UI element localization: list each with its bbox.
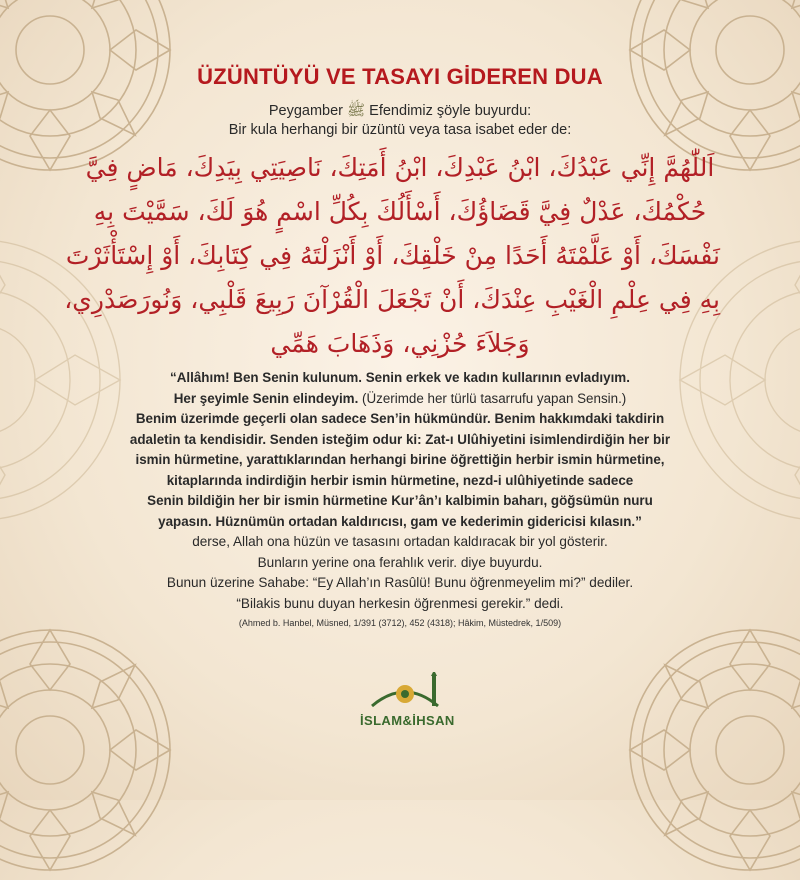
turkish-translation	[80, 368, 720, 532]
source-citation: (Ahmed b. Hanbel, Müsned, 1/391 (3712), 452 (4318); Hâkim, Müstedrek, 1/509)	[238, 618, 562, 628]
closing-line: derse, Allah ona hüzün ve tasasını ortadan kaldıracak bir yol gösterir.	[192, 534, 608, 549]
corner-ornament-bottom-right	[620, 620, 800, 880]
arabic-line: نَفْسَكَ، أَوْ عَلَّمْتَهُ أَحَدًا مِنْ خَلْقِكَ، أَوْ أَنْزَلْتَهُ فِي كِتَابِكَ، أَوْ إِسْتَأْثَرْتَ	[65, 241, 720, 270]
translation-note: (Üzerimde her türlü tasarrufu yapan Sensin.)	[358, 390, 627, 406]
translation-bold: Her şeyimle Senin elindeyim.	[173, 390, 359, 406]
intro-line-2: Bir kula herhangi bir üzüntü veya tasa isabet eder de:	[228, 122, 572, 138]
translation-line: kitaplarında indirdiğin herbir ismin hürmetine, nezd-i ulûhiyetinde sadece	[166, 472, 634, 488]
arabic-dua	[64, 146, 720, 366]
salawat-glyph-icon: ﷺ	[347, 102, 366, 119]
page-title: ÜZÜNTÜYÜ VE TASAYI GİDEREN DUA	[197, 64, 603, 89]
closing-line: “Bilakis bunu duyan herkesin öğrenmesi gerekir.” dedi.	[236, 595, 564, 611]
closing-line: Bunların yerine ona ferahlık verir. diye buyurdu.	[257, 554, 543, 570]
translation-line: ismin hürmetine, yarattıklarından herhangi birine öğrettiğin herbir ismin hürmetine,	[135, 452, 665, 467]
dua-content	[64, 64, 720, 630]
translation-line: Senin bildiğin her bir ismin hürmetine Kur’ân’ı kalbimin baharı, göğsümün nuru	[147, 493, 653, 508]
logo	[360, 672, 455, 728]
corner-ornament-bottom-left	[0, 620, 180, 880]
closing-line: Bunun üzerine Sahabe: “Ey Allah’ın Rasûlü! Bunu öğrenmeyelim mi?” dediler.	[166, 575, 634, 590]
mosque-logo-icon	[360, 672, 450, 712]
intro-text	[80, 101, 720, 140]
translation-line: adaletin ta kendisidir. Senden isteğim odur ki: Zat-ı Ulûhiyetini isimlendirdiğin her bir	[129, 431, 671, 447]
closing-text	[80, 532, 720, 614]
translation-line: Benim üzerimde geçerli olan sadece Sen’in hükmündür. Benim hakkımdaki takdirin	[135, 411, 665, 426]
arabic-line: حُكْمُكَ، عَدْلٌ فِيَّ قَضَاؤُكَ، أَسْأَلُكَ بِكُلِّ اسْمٍ هُوَ لَكَ، سَمَّيْتَ بِهِ	[93, 197, 707, 226]
translation-line	[80, 389, 720, 410]
logo-text: İSLAM&İHSAN	[360, 713, 455, 728]
arabic-line: وَجَلاَءَ حُزْنِي، وَذَهَابَ هَمِّي	[270, 329, 530, 358]
arabic-line: بِهِ فِي عِلْمِ الْغَيْبِ عِنْدَكَ، أَنْ تَجْعَلَ الْقُرْآنَ رَبِيعَ قَلْبِي، وَنُورَصَدْرِي،	[64, 285, 720, 314]
translation-line: yapasın. Hüznümün ortadan kaldırıcısı, gam ve kederimin gidericisi kılasın.”	[158, 513, 642, 529]
translation-line: “Allâhım! Ben Senin kulunum. Senin erkek ve kadın kullarının evladıyım.	[170, 370, 630, 385]
arabic-line: اَللّٰهُمَّ إِنِّي عَبْدُكَ، ابْنُ عَبْدِكَ، ابْنُ أَمَتِكَ، نَاصِيَتِي بِيَدِكَ، مَاضٍ فِيَّ	[85, 153, 715, 182]
intro-said: Efendimiz şöyle buyurdu:	[369, 103, 532, 119]
intro-prophet: Peygamber	[268, 103, 343, 119]
intro-line-1	[80, 101, 720, 121]
